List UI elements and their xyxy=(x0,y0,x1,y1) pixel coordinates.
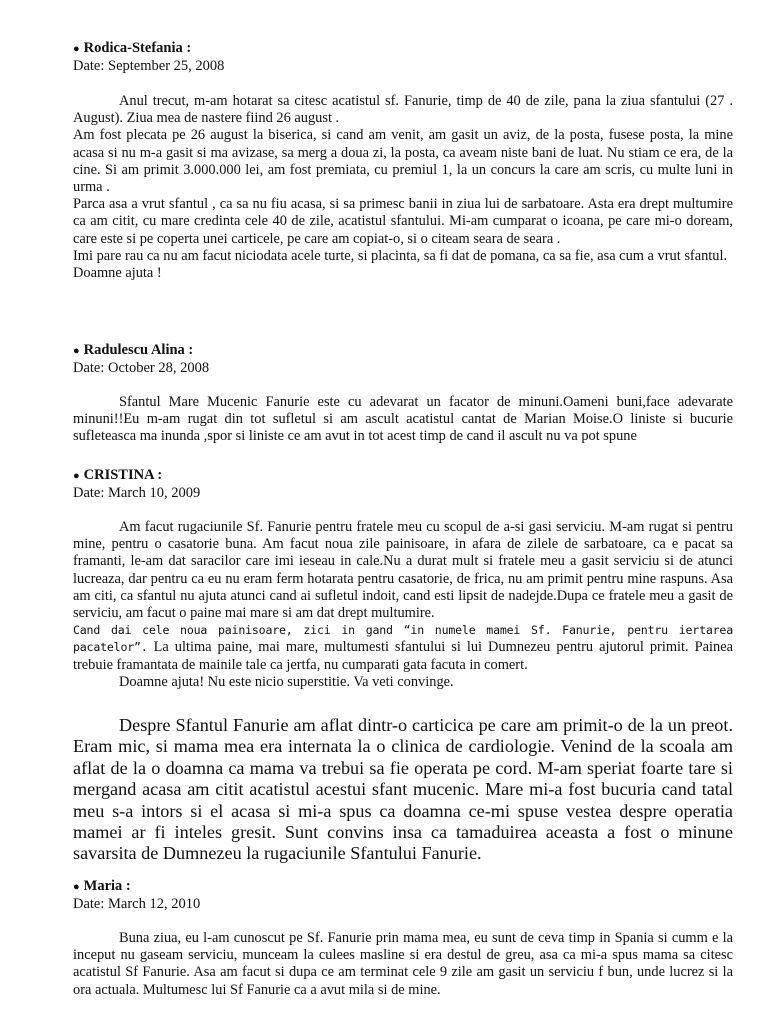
author-name: Rodica-Stefania : xyxy=(83,40,192,56)
paragraph: Parca asa a vrut sfantul , ca sa nu fiu acasa, si sa primesc banii in ziua lui de sarbatoare. Asta era drept multumire ca am citit, cu mare credinta cele 40 de zile, acatistul sfantului. Mi-am cumparat o icoana, pe care mi-o doream, care este si pe coperta unei carticele, pe care am copiat-o, si o citeam seara de seara . xyxy=(73,196,733,247)
entry-header xyxy=(73,342,733,360)
bullet-icon: ● xyxy=(73,345,80,357)
entry-header xyxy=(73,40,733,58)
bullet-icon: ● xyxy=(73,881,80,893)
paragraph: Am fost plecata pe 26 august la biserica, si cand am venit, am gasit un aviz, de la posta, fusese posta, la mine acasa si nu m-a gasit si ma avizase, sa merg a doua zi, la posta, ca aveam niste bani de luat. Nu stiam ce era, de la cine. Si am primit 3.000.000 lei, am fost premiata, cu premiul 1, la un concurs la care am scris, cu multe luni in urma . xyxy=(73,127,733,196)
entry-radulescu-alina xyxy=(73,342,733,446)
entry-cristina xyxy=(73,467,733,691)
author-name: Radulescu Alina : xyxy=(83,342,194,358)
entry-anonymous-testimony xyxy=(73,715,733,865)
bullet-icon: ● xyxy=(73,470,80,482)
paragraph: Despre Sfantul Fanurie am aflat dintr-o carticica pe care am primit-o de la un preot. Eram mic, si mama mea era internata la o clinica de cardiologie. Venind de la scoala am aflat de la o doamna ca mama va trebui sa fie operata pe cord. M-am speriat foarte tare si mergand acasa am citit acatistul acestui sfant mucenic. Mare mi-a fost bucuria cand tatal meu s-a intors si el acasa si mi-a spus ca doamna ce-mi spuse vestea despre operatia mamei ar fi inteles gresit. Sunt convins insa ca tamaduirea aceasta a fost o minune savarsita de Dumnezeu la rugaciunile Sfantului Fanurie. xyxy=(73,715,733,864)
entry-date: Date: March 10, 2009 xyxy=(73,485,201,501)
entry-header xyxy=(73,878,733,896)
paragraph-continuation: La ultima paine, mai mare, multumesti sfantului si lui Dumnezeu pentru ajutorul primit. Painea trebuie framantata de mainile tale ca jertfa, nu cumparati gata facuta in comert. xyxy=(73,639,733,673)
entry-header xyxy=(73,467,733,485)
author-name: CRISTINA : xyxy=(83,467,163,483)
paragraph: Anul trecut, m-am hotarat sa citesc acatistul sf. Fanurie, timp de 40 de zile, pana la ziua sfantului (27 . August). Ziua mea de nastere fiind 26 august . xyxy=(73,93,733,127)
paragraph: Buna ziua, eu l-am cunoscut pe Sf. Fanurie prin mama mea, eu sunt de ceva timp in Spania si cumm e la inceput nu gaseam serviciu, munceam la culees masline si era destul de greu, asa ca mi-a spus mama sa citesc acatistul Sf Fanurie. Asa am facut si dupa ce am terminat cele 9 zile am gasit un serviciu f bun, unde lucrez si la ora actuala. Multumesc lui Sf Fanurie ca a avut mila si de mine. xyxy=(73,930,733,998)
paragraph: Imi pare rau ca nu am facut niciodata acele turte, si placinta, sa fi dat de pomana, ca sa fie, asa cum a vrut sfantul. xyxy=(73,247,728,264)
entry-maria xyxy=(73,878,733,999)
author-name: Maria : xyxy=(83,878,131,894)
paragraph xyxy=(73,622,733,674)
entry-date: Date: October 28, 2008 xyxy=(73,360,210,376)
paragraph: Doamne ajuta ! xyxy=(73,265,162,282)
entry-rodica-stefania xyxy=(73,40,733,282)
paragraph: Am facut rugaciunile Sf. Fanurie pentru fratele meu cu scopul de a-si gasi serviciu. M-am rugat si pentru mine, pentru o casatorie buna. Am facut noua zile painisoare, in afara de zilele de sarbatoare, ca e pacat sa framanti, le-am dat saracilor care imi ieseau in cale.Nu a durat mult si fratele meu a gasit serviciu si de atunci lucreaza, dar pentru ca eu nu eram ferm hotarata pentru casatorie, de frica, nu am primit pentru mine raspuns. Asa am citi, ca sfantul nu ajuta atunci cand ai sufletul indoit, cand esti lipsit de nadejde.Dupa ce fratele meu a gasit de serviciu, am facut o paine mai mare si am dat drept multumire. xyxy=(73,519,733,622)
bullet-icon: ● xyxy=(73,43,80,55)
handwritten-note: Cand dai cele noua painisoare, zici in gand “in numele mamei Sf. Fanurie, pentru iertarea pacatelor”. xyxy=(73,623,733,655)
entry-date: Date: September 25, 2008 xyxy=(73,58,225,74)
entry-date: Date: March 12, 2010 xyxy=(73,896,201,912)
paragraph: Sfantul Mare Mucenic Fanurie este cu adevarat un facator de minuni.Oameni buni,face adevarate minuni!!Eu m-am rugat din tot sufletul si am ascult acatistul cantat de Marian Moise.O liniste si bucurie sufleteasca ma inunda ,spor si liniste ce am avut in tot acest timp de cand il ascult nu va pot spune xyxy=(73,394,733,445)
paragraph: Doamne ajuta! Nu este nicio superstitie. Va veti convinge. xyxy=(119,673,454,690)
